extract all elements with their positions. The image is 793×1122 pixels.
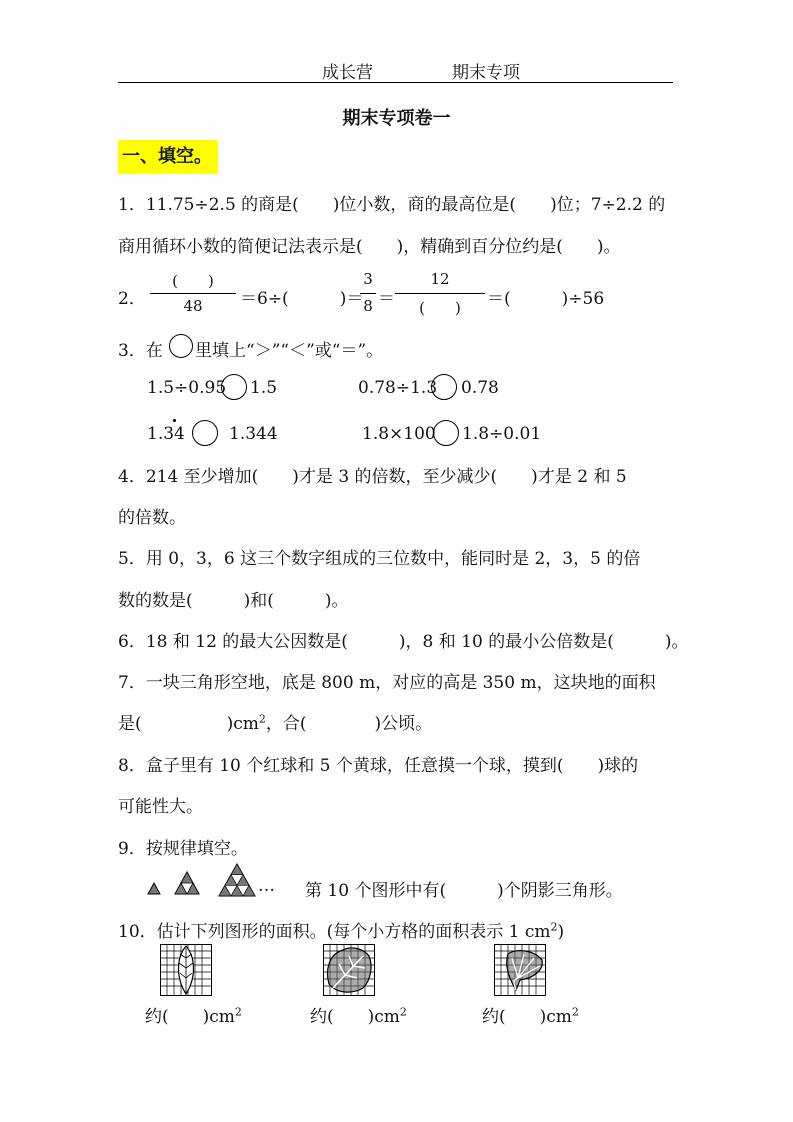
- q2-frac1-top: ( ): [172, 272, 214, 290]
- header-rule: [118, 82, 673, 83]
- q4-line2: 的倍数。: [118, 508, 186, 528]
- q3-item2-left: 0.78÷1.3: [358, 378, 438, 398]
- q10-answer1: [145, 1002, 242, 1027]
- q9-text: 第 10 个图形中有( )个阴影三角形。: [305, 881, 623, 901]
- cabbage-leaf-grid-figure: [323, 944, 375, 996]
- q4-line1: 4．214 至少增加( )才是 3 的倍数，至少减少( )才是 2 和 5: [118, 467, 627, 487]
- q1-line1: 1．11.75÷2.5 的商是( )位小数，商的最高位是( )位；7÷2.2 的: [118, 195, 666, 215]
- q10-answer1-text: 约( )cm: [145, 1007, 235, 1027]
- compare-circle-icon: [169, 334, 193, 358]
- q7-line2: [118, 709, 432, 734]
- q2-frac2-line: [360, 293, 376, 294]
- q3-item2-circle[interactable]: [431, 374, 457, 400]
- q3-item1-right: 1.5: [250, 378, 278, 398]
- leaf-grid-figure: [160, 944, 212, 996]
- q2-eq2: ＝: [378, 289, 395, 309]
- q2-eq3: ＝( )÷56: [487, 289, 605, 309]
- q10-answer3: [482, 1002, 579, 1027]
- section-heading: 一、填空。: [118, 140, 218, 174]
- q10-answer2-sup: 2: [399, 1005, 407, 1019]
- page-title: 期末专项卷一: [342, 108, 451, 129]
- q10-sup: 2: [550, 920, 558, 934]
- header-right: 期末专项: [452, 63, 520, 83]
- q5-line2: 数的数是( )和( )。: [118, 591, 349, 611]
- header-left: 成长营: [322, 63, 373, 83]
- q1-line2: 商用循环小数的简便记法表示是( )，精确到百分位约是( )。: [118, 237, 621, 257]
- repeating-decimal-dot: [173, 419, 176, 422]
- triangle-pattern-icon: [145, 862, 260, 902]
- ginkgo-leaf-grid-figure: [494, 944, 546, 996]
- q2-frac2-bottom: 8: [363, 297, 373, 315]
- q10-line1: [118, 917, 564, 942]
- q10-line1-a: 10．估计下列图形的面积。(每个小方格的面积表示 1 cm: [118, 922, 551, 942]
- q3-item3-left: 1.34: [147, 424, 185, 444]
- q7-sup: 2: [258, 712, 266, 726]
- q10-line1-b: ): [557, 922, 565, 942]
- q3-item4-circle[interactable]: [433, 420, 459, 446]
- q6-line1: 6．18 和 12 的最大公因数是( )，8 和 10 的最小公倍数是( )。: [118, 632, 689, 652]
- q9-dots: …: [258, 876, 275, 896]
- q7-line2-b: ，合( )公顷。: [265, 714, 433, 734]
- q3-item3-right: 1.344: [229, 424, 278, 444]
- q3-item2-right: 0.78: [461, 378, 499, 398]
- q2-frac1-line: [150, 293, 236, 294]
- q3-item1-circle[interactable]: [221, 374, 247, 400]
- q7-line2-a: 是( )cm: [118, 714, 259, 734]
- q10-answer3-text: 约( )cm: [482, 1007, 572, 1027]
- q7-line1: 7．一块三角形空地，底是 800 m，对应的高是 350 m，这块地的面积: [118, 673, 656, 693]
- q3-item4-left: 1.8×100: [362, 424, 436, 444]
- q10-answer2: [310, 1002, 407, 1027]
- q2-frac3-bottom: ( ): [419, 299, 461, 317]
- q3-intro-b: 里填上“＞”“＜”或“＝”。: [195, 341, 384, 361]
- q2-number: 2．: [118, 289, 146, 309]
- q3-item4-right: 1.8÷0.01: [462, 424, 542, 444]
- q5-line1: 5．用 0，3，6 这三个数字组成的三位数中，能同时是 2，3，5 的倍: [118, 549, 641, 569]
- q3-item1-left: 1.5÷0.95: [147, 378, 227, 398]
- q10-answer2-text: 约( )cm: [310, 1007, 400, 1027]
- q2-frac1-bottom: 48: [183, 297, 203, 315]
- q3-intro-a: 3．在: [118, 341, 163, 361]
- q2-eq1: ＝6÷( )＝: [240, 289, 364, 309]
- q8-line1: 8．盒子里有 10 个红球和 5 个黄球，任意摸一个球，摸到( )球的: [118, 756, 639, 776]
- q2-frac3-top: 12: [430, 270, 450, 288]
- q2-frac3-line: [395, 293, 485, 294]
- q2-frac2-top: 3: [363, 270, 373, 288]
- q9-line1: 9．按规律填空。: [118, 839, 248, 859]
- q10-answer1-sup: 2: [234, 1005, 242, 1019]
- q3-item3-circle[interactable]: [192, 420, 218, 446]
- q8-line2: 可能性大。: [118, 797, 203, 817]
- q10-answer3-sup: 2: [571, 1005, 579, 1019]
